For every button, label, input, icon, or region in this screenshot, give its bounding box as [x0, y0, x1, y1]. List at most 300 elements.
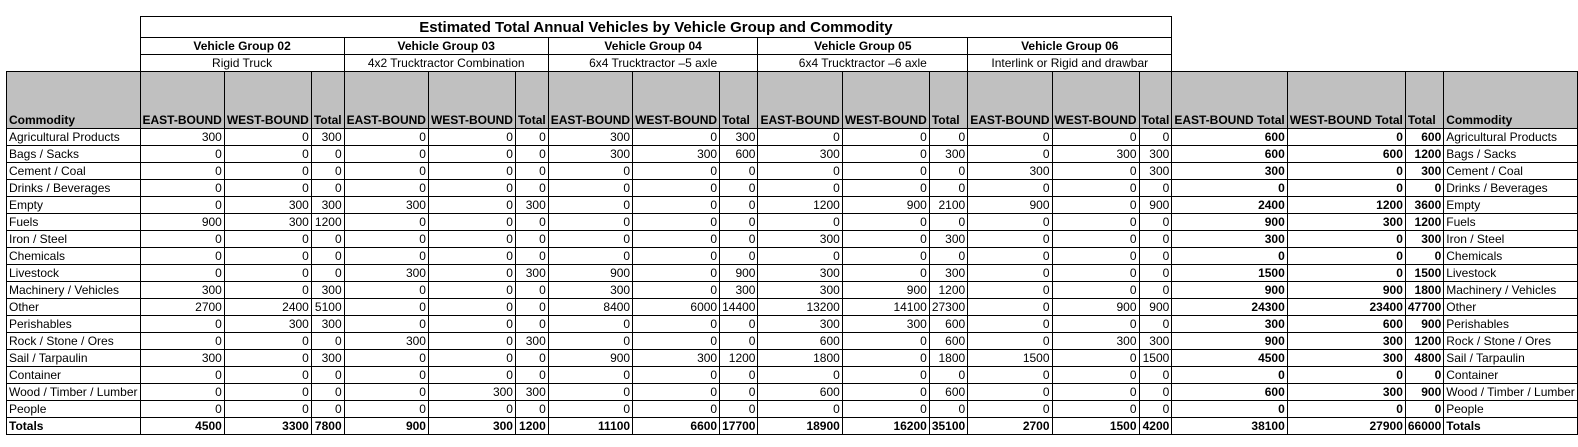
value-cell: 300 — [758, 282, 842, 299]
sum-cell: 1200 — [1405, 146, 1443, 163]
value-cell: 0 — [758, 180, 842, 197]
commodity-header-right: Commodity — [1444, 72, 1578, 129]
value-cell: 14100 — [842, 299, 929, 316]
value-cell: 0 — [428, 146, 515, 163]
table-row — [7, 401, 1578, 418]
eastbound-header: EAST-BOUND — [758, 72, 842, 129]
table-row — [7, 197, 1578, 214]
column-header-row — [7, 72, 1578, 129]
value-cell: 0 — [344, 163, 428, 180]
sum-cell: 600 — [1405, 129, 1443, 146]
value-cell: 0 — [344, 316, 428, 333]
sum-cell: 1500 — [1172, 265, 1287, 282]
value-cell: 0 — [344, 282, 428, 299]
sum-cell: 300 — [1405, 231, 1443, 248]
value-cell: 300 — [929, 146, 967, 163]
eastbound-header: EAST-BOUND — [968, 72, 1052, 129]
value-cell: 300 — [1139, 146, 1172, 163]
value-cell: 300 — [758, 316, 842, 333]
sum-cell: 1800 — [1405, 282, 1443, 299]
sum-cell: 300 — [1172, 231, 1287, 248]
value-cell: 6000 — [633, 299, 720, 316]
value-cell: 0 — [548, 333, 632, 350]
value-cell: 300 — [633, 146, 720, 163]
value-cell: 0 — [1139, 367, 1172, 384]
sum-cell: 300 — [1287, 333, 1405, 350]
value-cell: 0 — [515, 248, 548, 265]
value-cell: 0 — [515, 146, 548, 163]
sum-cell: 0 — [1405, 367, 1443, 384]
value-cell: 0 — [1139, 316, 1172, 333]
value-cell: 0 — [929, 129, 967, 146]
commodity-cell: Drinks / Beverages — [7, 180, 141, 197]
value-cell: 0 — [633, 282, 720, 299]
value-cell: 0 — [428, 282, 515, 299]
value-cell: 0 — [720, 163, 758, 180]
value-cell: 300 — [548, 282, 632, 299]
sum-cell: 0 — [1405, 401, 1443, 418]
value-cell: 0 — [224, 265, 311, 282]
commodity-cell: Perishables — [7, 316, 141, 333]
value-cell: 0 — [842, 248, 929, 265]
total-value-cell: 35100 — [929, 418, 967, 435]
value-cell: 0 — [344, 214, 428, 231]
value-cell: 0 — [428, 248, 515, 265]
commodity-cell: Other — [7, 299, 141, 316]
value-cell: 300 — [515, 384, 548, 401]
value-cell: 0 — [1052, 248, 1139, 265]
total-value-cell: 18900 — [758, 418, 842, 435]
value-cell: 600 — [929, 333, 967, 350]
value-cell: 0 — [1139, 248, 1172, 265]
value-cell: 0 — [720, 401, 758, 418]
westbound-header: WEST-BOUND — [633, 72, 720, 129]
commodity-cell: Sail / Tarpaulin — [7, 350, 141, 367]
group-name: Vehicle Group 05 — [758, 38, 968, 55]
total-header: Total — [515, 72, 548, 129]
total-value-cell: 1200 — [515, 418, 548, 435]
value-cell: 0 — [1139, 282, 1172, 299]
value-cell: 0 — [1139, 129, 1172, 146]
value-cell: 0 — [1139, 384, 1172, 401]
commodity-cell-right: Chemicals — [1444, 248, 1578, 265]
value-cell: 0 — [224, 146, 311, 163]
commodity-cell-right: Rock / Stone / Ores — [1444, 333, 1578, 350]
value-cell: 1200 — [311, 214, 344, 231]
value-cell: 0 — [633, 163, 720, 180]
value-cell: 900 — [1139, 197, 1172, 214]
sum-cell: 0 — [1287, 265, 1405, 282]
sum-cell: 0 — [1287, 180, 1405, 197]
value-cell: 0 — [311, 265, 344, 282]
value-cell: 0 — [758, 401, 842, 418]
value-cell: 300 — [140, 350, 224, 367]
sum-cell: 3600 — [1405, 197, 1443, 214]
value-cell: 0 — [720, 367, 758, 384]
total-value-cell: 3300 — [224, 418, 311, 435]
group-desc: Interlink or Rigid and drawbar — [968, 55, 1172, 72]
value-cell: 300 — [929, 231, 967, 248]
sum-cell: 0 — [1405, 180, 1443, 197]
commodity-header: Commodity — [7, 72, 141, 129]
sum-cell: 300 — [1172, 316, 1287, 333]
commodity-cell: Wood / Timber / Lumber — [7, 384, 141, 401]
value-cell: 0 — [428, 350, 515, 367]
value-cell: 0 — [633, 248, 720, 265]
sum-cell: 1200 — [1405, 214, 1443, 231]
table-row — [7, 367, 1578, 384]
value-cell: 0 — [224, 180, 311, 197]
value-cell: 0 — [968, 129, 1052, 146]
value-cell: 900 — [842, 197, 929, 214]
sum-cell: 0 — [1172, 367, 1287, 384]
value-cell: 0 — [1052, 129, 1139, 146]
sum-cell: 1500 — [1405, 265, 1443, 282]
value-cell: 300 — [842, 316, 929, 333]
value-cell: 0 — [515, 129, 548, 146]
commodity-cell: Iron / Steel — [7, 231, 141, 248]
value-cell: 300 — [929, 265, 967, 282]
commodity-cell: Agricultural Products — [7, 129, 141, 146]
value-cell: 0 — [224, 129, 311, 146]
sum-cell: 0 — [1287, 163, 1405, 180]
value-cell: 300 — [344, 333, 428, 350]
sum-cell: 4800 — [1405, 350, 1443, 367]
table-row — [7, 248, 1578, 265]
commodity-cell: Fuels — [7, 214, 141, 231]
commodity-cell-right: Drinks / Beverages — [1444, 180, 1578, 197]
value-cell: 0 — [224, 163, 311, 180]
value-cell: 300 — [968, 163, 1052, 180]
eastbound-header: EAST-BOUND — [548, 72, 632, 129]
value-cell: 0 — [344, 401, 428, 418]
value-cell: 0 — [548, 384, 632, 401]
value-cell: 0 — [344, 299, 428, 316]
sum-cell: 0 — [1287, 401, 1405, 418]
commodity-cell: Livestock — [7, 265, 141, 282]
sum-cell: 4500 — [1172, 350, 1287, 367]
value-cell: 0 — [140, 333, 224, 350]
value-cell: 0 — [428, 401, 515, 418]
sum-cell: 900 — [1172, 214, 1287, 231]
value-cell: 0 — [140, 384, 224, 401]
table-row — [7, 265, 1578, 282]
value-cell: 0 — [428, 129, 515, 146]
value-cell: 0 — [633, 231, 720, 248]
commodity-cell-right: Livestock — [1444, 265, 1578, 282]
value-cell: 0 — [633, 129, 720, 146]
value-cell: 0 — [428, 367, 515, 384]
value-cell: 300 — [758, 265, 842, 282]
value-cell: 2400 — [224, 299, 311, 316]
value-cell: 0 — [311, 384, 344, 401]
commodity-cell: Chemicals — [7, 248, 141, 265]
value-cell: 0 — [515, 367, 548, 384]
value-cell: 0 — [968, 282, 1052, 299]
eastbound-header: EAST-BOUND — [344, 72, 428, 129]
value-cell: 0 — [1139, 401, 1172, 418]
value-cell: 300 — [311, 350, 344, 367]
total-value-cell: 17700 — [720, 418, 758, 435]
sum-cell: 600 — [1172, 129, 1287, 146]
sum-cell: 900 — [1172, 333, 1287, 350]
sum-cell: 0 — [1172, 248, 1287, 265]
value-cell: 0 — [968, 401, 1052, 418]
value-cell: 0 — [968, 316, 1052, 333]
grand-sum-cell: 27900 — [1287, 418, 1405, 435]
value-cell: 0 — [720, 248, 758, 265]
value-cell: 0 — [428, 333, 515, 350]
sum-cell: 600 — [1172, 384, 1287, 401]
value-cell: 0 — [548, 231, 632, 248]
group-name: Vehicle Group 02 — [140, 38, 344, 55]
value-cell: 0 — [344, 248, 428, 265]
value-cell: 0 — [968, 265, 1052, 282]
value-cell: 0 — [633, 367, 720, 384]
value-cell: 0 — [548, 197, 632, 214]
value-cell: 0 — [140, 401, 224, 418]
sum-cell: 900 — [1405, 384, 1443, 401]
value-cell: 0 — [758, 214, 842, 231]
sum-cell: 0 — [1287, 248, 1405, 265]
sum-cell: 1200 — [1405, 333, 1443, 350]
commodity-cell-right: Cement / Coal — [1444, 163, 1578, 180]
value-cell: 0 — [224, 333, 311, 350]
value-cell: 900 — [720, 265, 758, 282]
value-cell: 0 — [515, 401, 548, 418]
value-cell: 300 — [428, 384, 515, 401]
sum-cell: 1200 — [1287, 197, 1405, 214]
value-cell: 0 — [1052, 214, 1139, 231]
value-cell: 0 — [842, 265, 929, 282]
value-cell: 0 — [515, 350, 548, 367]
commodity-cell: Machinery / Vehicles — [7, 282, 141, 299]
value-cell: 300 — [311, 129, 344, 146]
commodity-cell: People — [7, 401, 141, 418]
westbound-total-header: WEST-BOUND Total — [1287, 72, 1405, 129]
commodity-cell-right: Wood / Timber / Lumber — [1444, 384, 1578, 401]
value-cell: 300 — [515, 333, 548, 350]
sum-cell: 900 — [1287, 282, 1405, 299]
value-cell: 0 — [968, 333, 1052, 350]
value-cell: 0 — [428, 265, 515, 282]
value-cell: 0 — [1052, 316, 1139, 333]
sum-cell: 47700 — [1405, 299, 1443, 316]
sum-cell: 300 — [1287, 384, 1405, 401]
value-cell: 0 — [311, 401, 344, 418]
value-cell: 300 — [758, 231, 842, 248]
value-cell: 0 — [311, 248, 344, 265]
value-cell: 0 — [929, 248, 967, 265]
group-name: Vehicle Group 06 — [968, 38, 1172, 55]
value-cell: 0 — [758, 163, 842, 180]
vehicle-commodity-table — [6, 16, 1578, 435]
value-cell: 300 — [311, 316, 344, 333]
value-cell: 5100 — [311, 299, 344, 316]
sum-cell: 0 — [1405, 248, 1443, 265]
value-cell: 0 — [968, 384, 1052, 401]
value-cell: 0 — [140, 180, 224, 197]
value-cell: 300 — [633, 350, 720, 367]
value-cell: 0 — [1139, 214, 1172, 231]
commodity-cell-right: Machinery / Vehicles — [1444, 282, 1578, 299]
value-cell: 300 — [1052, 146, 1139, 163]
westbound-header: WEST-BOUND — [428, 72, 515, 129]
total-header: Total — [1139, 72, 1172, 129]
value-cell: 0 — [140, 248, 224, 265]
value-cell: 0 — [140, 367, 224, 384]
sum-cell: 24300 — [1172, 299, 1287, 316]
commodity-cell-right: Empty — [1444, 197, 1578, 214]
value-cell: 0 — [224, 401, 311, 418]
value-cell: 300 — [1139, 333, 1172, 350]
sum-cell: 600 — [1287, 146, 1405, 163]
total-value-cell: 300 — [428, 418, 515, 435]
value-cell: 0 — [140, 316, 224, 333]
value-cell: 0 — [344, 180, 428, 197]
value-cell: 300 — [720, 129, 758, 146]
value-cell: 900 — [140, 214, 224, 231]
value-cell: 0 — [929, 401, 967, 418]
value-cell: 0 — [1052, 197, 1139, 214]
value-cell: 0 — [428, 316, 515, 333]
value-cell: 900 — [1052, 299, 1139, 316]
value-cell: 0 — [842, 146, 929, 163]
value-cell: 0 — [633, 384, 720, 401]
value-cell: 0 — [968, 146, 1052, 163]
value-cell: 0 — [633, 333, 720, 350]
value-cell: 0 — [548, 367, 632, 384]
sum-cell: 900 — [1405, 316, 1443, 333]
table-title: Estimated Total Annual Vehicles by Vehicle Group and Commodity — [140, 17, 1172, 38]
value-cell: 0 — [1052, 163, 1139, 180]
value-cell: 0 — [842, 214, 929, 231]
value-cell: 900 — [548, 265, 632, 282]
value-cell: 0 — [224, 231, 311, 248]
group-name: Vehicle Group 03 — [344, 38, 548, 55]
commodity-cell-right: Container — [1444, 367, 1578, 384]
eastbound-header: EAST-BOUND — [140, 72, 224, 129]
value-cell: 0 — [633, 197, 720, 214]
value-cell: 0 — [929, 163, 967, 180]
value-cell: 0 — [548, 214, 632, 231]
sum-cell: 300 — [1405, 163, 1443, 180]
value-cell: 13200 — [758, 299, 842, 316]
value-cell: 600 — [929, 316, 967, 333]
value-cell: 600 — [758, 333, 842, 350]
value-cell: 0 — [720, 384, 758, 401]
value-cell: 300 — [720, 282, 758, 299]
value-cell: 0 — [311, 146, 344, 163]
value-cell: 0 — [224, 350, 311, 367]
table-row — [7, 384, 1578, 401]
total-value-cell: 1500 — [1052, 418, 1139, 435]
sum-cell: 300 — [1287, 214, 1405, 231]
value-cell: 1200 — [720, 350, 758, 367]
value-cell: 0 — [344, 384, 428, 401]
value-cell: 0 — [842, 129, 929, 146]
commodity-cell-right: People — [1444, 401, 1578, 418]
value-cell: 0 — [1052, 282, 1139, 299]
grand-total-header: Total — [1405, 72, 1443, 129]
value-cell: 0 — [1052, 265, 1139, 282]
table-row — [7, 214, 1578, 231]
value-cell: 0 — [311, 163, 344, 180]
value-cell: 0 — [720, 214, 758, 231]
value-cell: 900 — [1139, 299, 1172, 316]
value-cell: 300 — [548, 129, 632, 146]
group-desc: 6x4 Trucktractor –6 axle — [758, 55, 968, 72]
value-cell: 0 — [224, 367, 311, 384]
value-cell: 0 — [968, 231, 1052, 248]
value-cell: 0 — [968, 180, 1052, 197]
value-cell: 0 — [140, 163, 224, 180]
value-cell: 2700 — [140, 299, 224, 316]
value-cell: 0 — [633, 214, 720, 231]
value-cell: 0 — [929, 367, 967, 384]
value-cell: 0 — [633, 316, 720, 333]
value-cell: 0 — [1052, 180, 1139, 197]
value-cell: 14400 — [720, 299, 758, 316]
value-cell: 300 — [515, 265, 548, 282]
value-cell: 1500 — [968, 350, 1052, 367]
value-cell: 0 — [842, 180, 929, 197]
westbound-header: WEST-BOUND — [1052, 72, 1139, 129]
value-cell: 300 — [140, 282, 224, 299]
value-cell: 0 — [842, 350, 929, 367]
value-cell: 0 — [720, 197, 758, 214]
group-desc: Rigid Truck — [140, 55, 344, 72]
value-cell: 0 — [548, 180, 632, 197]
value-cell: 900 — [842, 282, 929, 299]
table-row — [7, 350, 1578, 367]
value-cell: 0 — [1052, 350, 1139, 367]
title-row — [7, 17, 1578, 38]
value-cell: 0 — [515, 163, 548, 180]
value-cell: 0 — [968, 299, 1052, 316]
commodity-cell: Container — [7, 367, 141, 384]
commodity-cell: Rock / Stone / Ores — [7, 333, 141, 350]
commodity-cell-right: Agricultural Products — [1444, 129, 1578, 146]
total-header: Total — [311, 72, 344, 129]
value-cell: 0 — [344, 129, 428, 146]
value-cell: 0 — [633, 180, 720, 197]
value-cell: 0 — [311, 180, 344, 197]
value-cell: 0 — [758, 248, 842, 265]
commodity-cell-right: Sail / Tarpaulin — [1444, 350, 1578, 367]
value-cell: 300 — [344, 265, 428, 282]
value-cell: 0 — [758, 129, 842, 146]
value-cell: 0 — [140, 231, 224, 248]
value-cell: 0 — [428, 299, 515, 316]
sum-cell: 900 — [1172, 282, 1287, 299]
value-cell: 0 — [842, 401, 929, 418]
value-cell: 0 — [428, 180, 515, 197]
group-name-row — [7, 38, 1578, 55]
value-cell: 1800 — [929, 350, 967, 367]
sum-cell: 300 — [1287, 350, 1405, 367]
value-cell: 300 — [1052, 333, 1139, 350]
value-cell: 0 — [140, 265, 224, 282]
value-cell: 8400 — [548, 299, 632, 316]
value-cell: 0 — [929, 214, 967, 231]
totals-label: Totals — [7, 418, 141, 435]
value-cell: 0 — [633, 401, 720, 418]
value-cell: 300 — [1139, 163, 1172, 180]
total-value-cell: 900 — [344, 418, 428, 435]
table-row — [7, 129, 1578, 146]
value-cell: 300 — [344, 197, 428, 214]
